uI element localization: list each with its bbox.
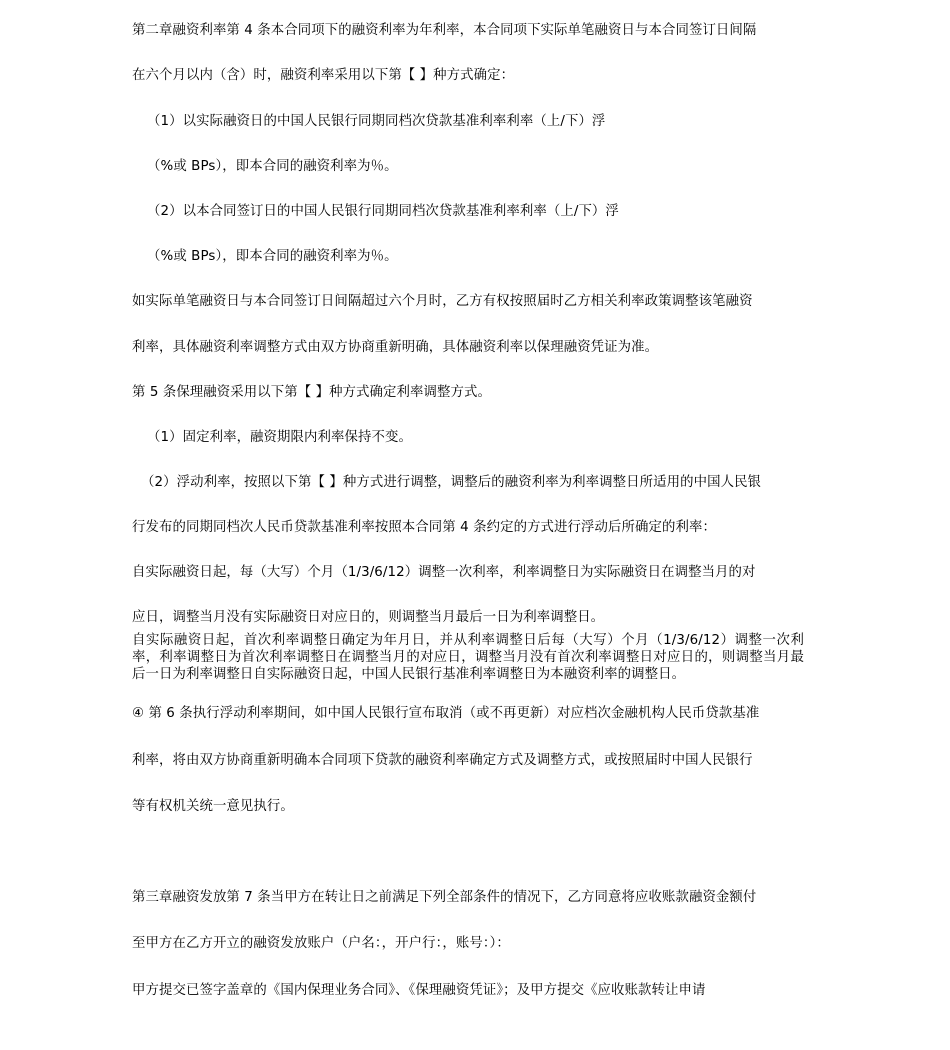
- article-6-line-1: ④ 第 6 条执行浮动利率期间，如中国人民银行宣布取消（或不再更新）对应档次金融机构人民币贷款基准: [132, 706, 760, 721]
- over-six-months-line-2: 利率，具体融资利率调整方式由双方协商重新明确，具体融资利率以保理融资凭证为准。: [132, 340, 659, 355]
- adjustment-method-1-line-1: 自实际融资日起，每（大写）个月（1/3/6/12）调整一次利率，利率调整日为实际融资日在调整当月的对: [132, 565, 756, 580]
- floating-rate-line-2: 行发布的同期同档次人民币贷款基准利率按照本合同第 4 条约定的方式进行浮动后所确定的利率：: [132, 520, 716, 535]
- article-6-line-3: 等有权机关统一意见执行。: [132, 799, 294, 814]
- option-2-line-2: （%或 BPs），即本合同的融资利率为％。: [147, 249, 398, 264]
- article-5-line: 第 5 条保理融资采用以下第【 】种方式确定利率调整方式。: [132, 385, 491, 400]
- floating-rate-line-1: （2）浮动利率，按照以下第【 】种方式进行调整，调整后的融资利率为利率调整日所适用的中国人民银: [141, 475, 762, 490]
- chapter-3-article-7-line-1: 第三章融资发放第 7 条当甲方在转让日之前满足下列全部条件的情况下，乙方同意将应收账款融资金额付: [132, 890, 757, 905]
- option-1-line-1: （1）以实际融资日的中国人民银行同期同档次贷款基准利率利率（上/下）浮: [147, 114, 606, 129]
- adjustment-method-1-line-2: 应日，调整当月没有实际融资日对应日的，则调整当月最后一日为利率调整日。: [132, 610, 605, 625]
- option-2-line-1: （2）以本合同签订日的中国人民银行同期同档次贷款基准利率利率（上/下）浮: [147, 204, 619, 219]
- option-1-line-2: （%或 BPs），即本合同的融资利率为％。: [147, 159, 398, 174]
- chapter-3-article-7-line-2: 至甲方在乙方开立的融资发放账户（户名：，开户行：，账号：）：: [132, 936, 510, 951]
- article-6-line-2: 利率，将由双方协商重新明确本合同项下贷款的融资利率确定方式及调整方式，或按照届时中国人民银行: [132, 753, 753, 768]
- adjustment-method-2-paragraph: 自实际融资日起，首次利率调整日确定为年月日，并从利率调整日后每（大写）个月（1/3/6/12）调整一次利率，利率调整日为首次利率调整日在调整当月的对应日，调整当月没有首次利率调整日对应日的，则调整当月最后一日为利率调整日自实际融资日起，中国人民银行基准利率调整日为本融资利率的调整日。: [132, 633, 804, 682]
- chapter-2-article-4-line-2: 在六个月以内（含）时，融资利率采用以下第【 】种方式确定：: [132, 68, 515, 83]
- chapter-3-condition-line: 甲方提交已签字盖章的《国内保理业务合同》、《保理融资凭证》；及甲方提交《应收账款转让申请: [132, 983, 706, 998]
- fixed-rate-line: （1）固定利率，融资期限内利率保持不变。: [147, 430, 412, 445]
- over-six-months-line-1: 如实际单笔融资日与本合同签订日间隔超过六个月时，乙方有权按照届时乙方相关利率政策调整该笔融资: [132, 294, 753, 309]
- chapter-2-article-4-line-1: 第二章融资利率第 4 条本合同项下的融资利率为年利率，本合同项下实际单笔融资日与本合同签订日间隔: [132, 23, 757, 38]
